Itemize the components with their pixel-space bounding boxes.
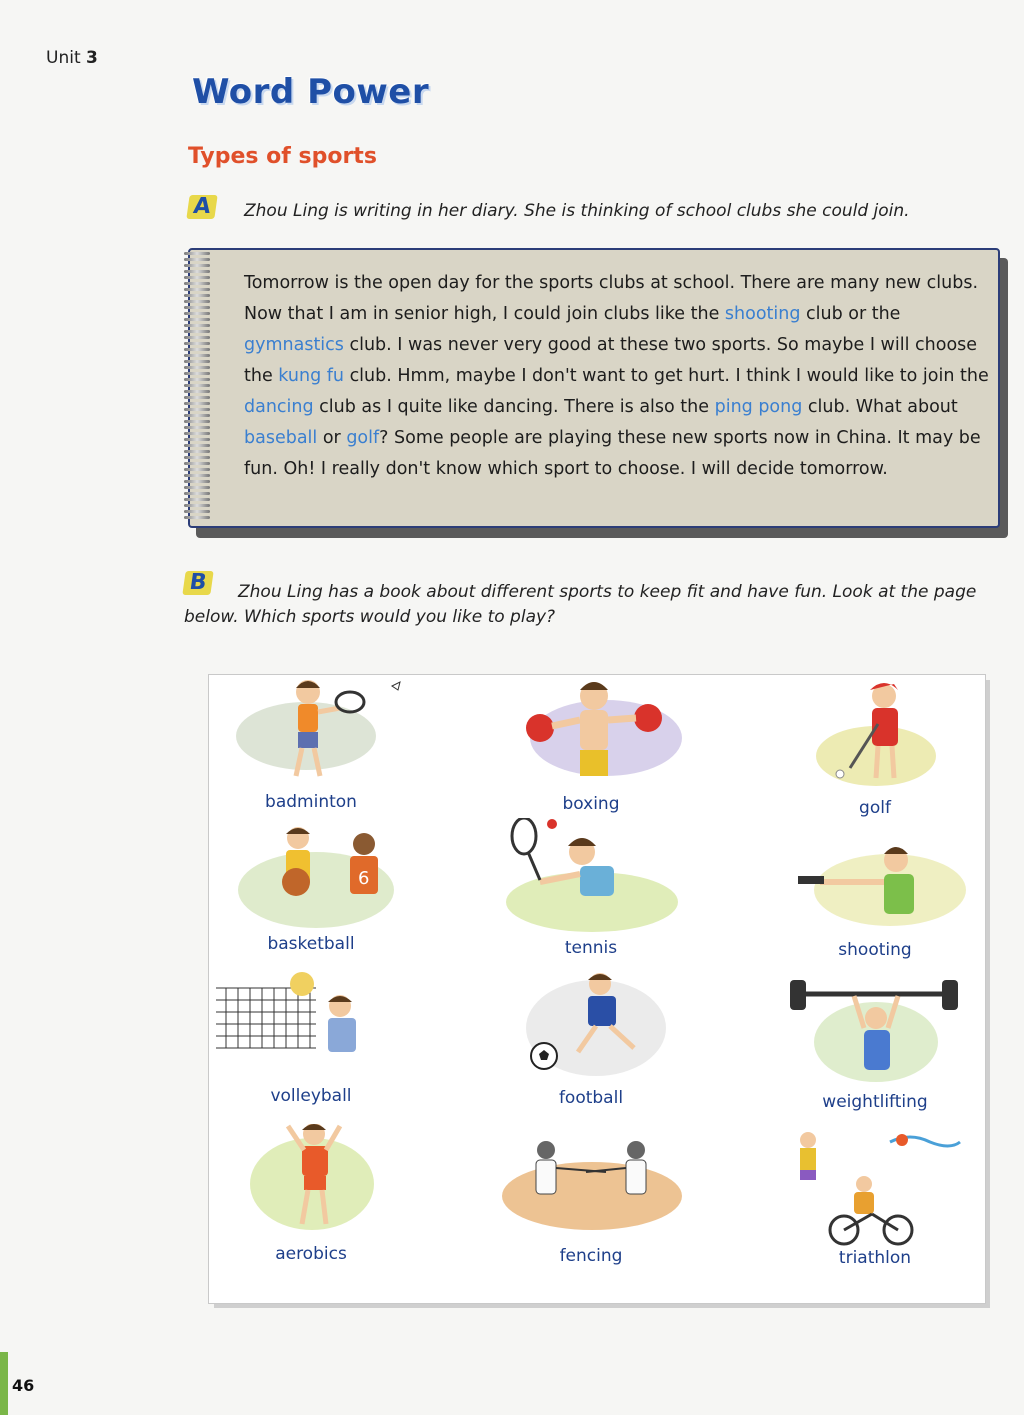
aerobics-icon [216, 1124, 406, 1252]
spiral-coil [184, 360, 210, 363]
volleyball-icon [216, 966, 406, 1094]
keyword-shooting: shooting [724, 304, 801, 324]
spiral-coil [184, 402, 210, 405]
spiral-coil [184, 264, 210, 267]
sport-weightlifting [780, 972, 970, 1112]
spiral-coil [184, 408, 210, 411]
unit-label: Unit [46, 48, 81, 68]
sport-football [496, 968, 686, 1108]
sport-basketball [216, 814, 406, 954]
boxing-icon [496, 668, 686, 796]
section-b-instruction: Zhou Ling has a book about different sports to keep fit and have fun. Look at the page below. Which sports would you like to play? [184, 582, 977, 627]
sport-label: basketball [267, 934, 355, 954]
keyword-kung-fu: kung fu [278, 366, 344, 386]
spiral-binding-icon [184, 252, 210, 524]
golf-icon [780, 672, 970, 800]
weightlifting-icon [780, 972, 970, 1100]
sport-boxing [496, 668, 686, 814]
spiral-coil [184, 468, 210, 471]
spiral-coil [184, 504, 210, 507]
unit-number: 3 [86, 48, 98, 68]
spiral-coil [184, 336, 210, 339]
sport-label: fencing [559, 1246, 623, 1266]
sport-label: golf [859, 798, 891, 818]
sport-label: weightlifting [822, 1092, 928, 1112]
spiral-coil [184, 252, 210, 255]
spiral-coil [184, 324, 210, 327]
svg-text:6: 6 [358, 868, 370, 889]
keyword-baseball: baseball [244, 428, 318, 448]
spiral-coil [184, 390, 210, 393]
spiral-coil [184, 384, 210, 387]
spiral-coil [184, 498, 210, 501]
diary-text-part: club. Hmm, maybe I don't want to get hurt. I think I would like to join the [344, 366, 989, 386]
spiral-coil [184, 480, 210, 483]
sport-aerobics [216, 1124, 406, 1264]
diary-text-part: or [317, 428, 347, 448]
sport-shooting [780, 820, 970, 960]
spiral-coil [184, 444, 210, 447]
sport-label: boxing [562, 794, 620, 814]
sport-triathlon [780, 1128, 970, 1268]
sport-label: triathlon [838, 1248, 912, 1268]
page-number: 46 [12, 1376, 35, 1395]
football-icon [496, 968, 686, 1096]
sport-tennis [496, 818, 686, 958]
spiral-coil [184, 420, 210, 423]
diary-text-part: club. What about [802, 397, 958, 417]
diary-text [244, 268, 992, 485]
spiral-coil [184, 348, 210, 351]
spiral-coil [184, 492, 210, 495]
spiral-coil [184, 378, 210, 381]
tennis-icon [496, 818, 686, 946]
diary-text-part: ? Some people are playing these new sports now in China. It may be fun. Oh! I really don't know which sport to choose. I will decide tomorrow. [244, 428, 981, 479]
diary-text-part: club as I quite like dancing. There is also the [313, 397, 715, 417]
sport-badminton [216, 666, 406, 812]
page-title: Word Power [192, 72, 430, 112]
section-subtitle: Types of sports [188, 144, 377, 169]
spiral-coil [184, 474, 210, 477]
basketball-icon [216, 814, 406, 942]
sport-fencing [496, 1126, 686, 1266]
spiral-coil [184, 282, 210, 285]
sport-label: tennis [564, 938, 618, 958]
sport-volleyball [216, 966, 406, 1106]
keyword-golf: golf [346, 428, 380, 448]
spiral-coil [184, 450, 210, 453]
triathlon-icon [780, 1128, 970, 1256]
sport-label: shooting [838, 940, 912, 960]
section-a-marker: A [186, 195, 217, 219]
keyword-gymnastics: gymnastics [244, 335, 344, 355]
spiral-coil [184, 270, 210, 273]
spiral-coil [184, 456, 210, 459]
spiral-coil [184, 396, 210, 399]
spiral-coil [184, 288, 210, 291]
spiral-coil [184, 330, 210, 333]
section-a-instruction: Zhou Ling is writing in her diary. She is thinking of school clubs she could join. [244, 201, 910, 221]
spiral-coil [184, 414, 210, 417]
spiral-coil [184, 306, 210, 309]
sport-label: aerobics [275, 1244, 347, 1264]
unit-heading [46, 48, 98, 68]
section-b-marker: B [182, 571, 213, 595]
spiral-coil [184, 354, 210, 357]
spiral-coil [184, 462, 210, 465]
spiral-coil [184, 432, 210, 435]
spiral-coil [184, 276, 210, 279]
spiral-coil [184, 438, 210, 441]
spiral-coil [184, 486, 210, 489]
spiral-coil [184, 366, 210, 369]
sport-label: badminton [265, 792, 357, 812]
sport-golf [780, 672, 970, 818]
spiral-coil [184, 426, 210, 429]
badminton-icon [216, 666, 406, 794]
keyword-dancing: dancing [244, 397, 314, 417]
shooting-icon [780, 820, 970, 948]
sport-label: volleyball [270, 1086, 352, 1106]
spiral-coil [184, 312, 210, 315]
page-edge-bar [0, 1352, 8, 1415]
spiral-coil [184, 510, 210, 513]
spiral-coil [184, 300, 210, 303]
sport-label: football [558, 1088, 624, 1108]
spiral-coil [184, 294, 210, 297]
keyword-ping-pong: ping pong [714, 397, 803, 417]
diary-text-part: club or the [800, 304, 901, 324]
spiral-coil [184, 318, 210, 321]
spiral-coil [184, 258, 210, 261]
spiral-coil [184, 372, 210, 375]
spiral-coil [184, 342, 210, 345]
fencing-icon [496, 1126, 686, 1254]
diary-text-part: Tomorrow is the open day for the sports clubs at school. There are many new clubs. Now that I am in senior high, I could join clubs like the [244, 273, 979, 324]
spiral-coil [184, 516, 210, 519]
diary-text-part: club. I was never very good at these two sports. So maybe I will choose the [244, 335, 978, 386]
